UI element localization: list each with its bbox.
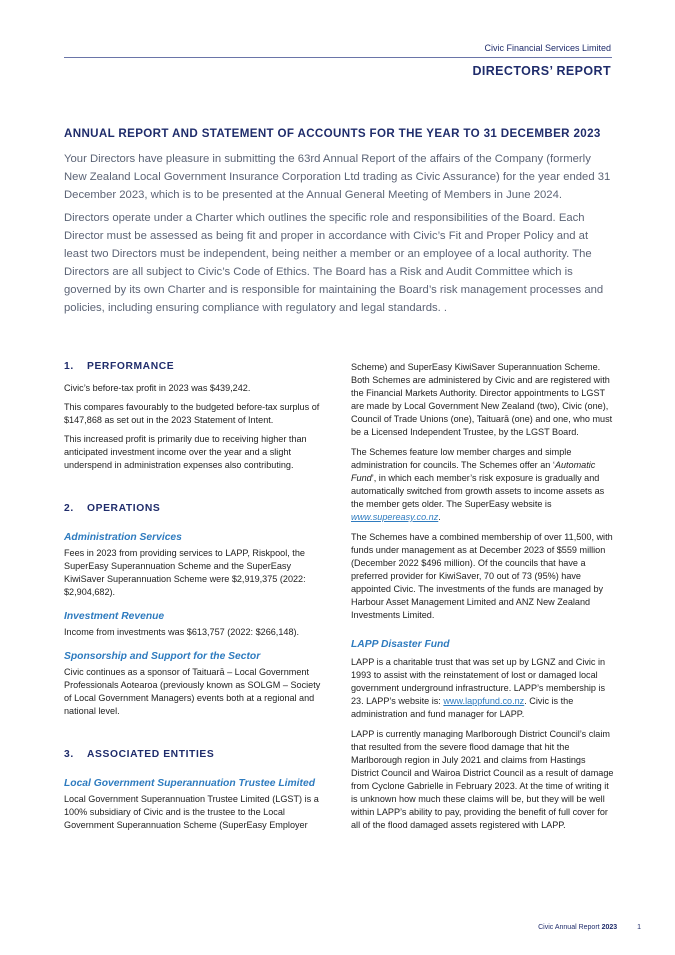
performance-paragraph: Civic’s before-tax profit in 2023 was $439,242. [64, 383, 251, 393]
performance-paragraph: This increased profit is primarily due to receiving higher than anticipated investment income over the year and a slight underspend in administration expenses also contributing. [64, 434, 307, 470]
schemes-paragraph [351, 446, 615, 524]
section-number: 2. [64, 503, 74, 514]
intro-paragraph-1: Your Directors have pleasure in submitting the 63rd Annual Report of the affairs of the Company (formerly New Zealand Local Government Insurance Corporation Ltd trading as Civic Assurance) for the year ended 31 December 2023, which is to be presented at the Annual General Meeting of Members in June 2024. [64, 153, 611, 201]
right-column [351, 361, 615, 832]
automatic-fund-term: Automatic Fund [351, 460, 596, 483]
investment-revenue-text: Income from investments was $613,757 (2022: $266,148). [64, 627, 300, 637]
footer-year: 2023 [601, 924, 618, 931]
section-title: PERFORMANCE [87, 361, 175, 372]
lapp-text: . Civic is the administration and fund manager for LAPP. [351, 696, 574, 719]
lapp-claims-paragraph: LAPP is currently managing Marlborough District Council’s claim that resulted from the severe flood damage that hit the Marlborough region in July 2021 and claims from Hastings District Council and Wairoa District Council as a result of damage from Cyclone Gabrielle in February 2023. At the time of writing it is unknown how much these claims will be, but they will be well within LAPP’s ability to pay, providing the benefit of full cover for all of the flood damaged assets registered with LAPP. [351, 729, 614, 830]
page-number: 1 [637, 924, 641, 931]
section-number: 1. [64, 361, 74, 372]
section-number: 3. [64, 749, 74, 760]
lgst-text: Local Government Superannuation Trustee Limited (LGST) is a 100% subsidiary of Civic and is the trustee to the Local Government Superannuation Scheme (SuperEasy Employer [64, 794, 319, 830]
schemes-text: ’, in which each member’s risk exposure is gradually and automatically switched from growth assets to income assets as the member gets older. The SuperEasy website is [351, 473, 605, 509]
left-column [64, 360, 322, 832]
section-title: ASSOCIATED ENTITIES [87, 749, 215, 760]
section-operations-heading [64, 502, 322, 515]
schemes-text: . [438, 512, 441, 522]
sponsorship-text: Civic continues as a sponsor of Taituarā – Local Government Professionals Aotearoa (previously known as SOLGM – Society of Local Government Managers) events both at a regional and national level. [64, 667, 321, 716]
investment-revenue-subheading: Investment Revenue [64, 611, 165, 622]
header-rule [64, 57, 612, 58]
footer-label: Civic Annual Report [538, 924, 600, 931]
lapp-paragraph [351, 656, 615, 721]
section-associated-entities-heading [64, 748, 322, 761]
lapp-text: LAPP is a charitable trust that was set up by LGNZ and Civic in 1993 to assist with the reinstatement of lost or damaged local government underground infrastructure. LAPP’s membership is 23. LAPP’s website is: [351, 657, 606, 706]
main-heading: ANNUAL REPORT AND STATEMENT OF ACCOUNTS FOR THE YEAR TO 31 DECEMBER 2023 [64, 127, 601, 140]
page-footer [538, 924, 641, 931]
admin-services-text: Fees in 2023 from providing services to LAPP, Riskpool, the SuperEasy Superannuation Scheme and the SuperEasy KiwiSaver Superannuation Scheme were $2,919,375 (2022: $2,904,682). [64, 548, 306, 597]
lgst-subheading: Local Government Superannuation Trustee Limited [64, 778, 315, 789]
lgst-text-continued: Scheme) and SuperEasy KiwiSaver Superannuation Scheme. Both Schemes are administered by Civic and are registered with the Financial Markets Authority. Director appointments to LGST are made by Local Government New Zealand (two), Civic (one), Council of Trade Unions (one), Taituarā (one) and one, who must be a Licensed Independent Trustee, by the LGST Board. [351, 362, 613, 437]
admin-services-subheading: Administration Services [64, 532, 182, 543]
lappfund-website-link[interactable]: www.lappfund.co.nz [443, 696, 525, 706]
intro-paragraph-2: Directors operate under a Charter which outlines the specific role and responsibilities of the Board. Each Director must be assessed as being fit and proper in accordance with Civic’s Fit and Proper Policy and at least two Directors must be independent, being neither a member or an employee of a local authority. The Directors are all subject to Civic’s Code of Ethics. The Board has a Risk and Audit Committee which is governed by its own Charter and is responsible for maintaining the Board’s risk management processes and policies, including ensuring compliance with regulatory and legal standards. . [64, 212, 604, 314]
company-name: Civic Financial Services Limited [484, 43, 611, 53]
membership-paragraph: The Schemes have a combined membership of over 11,500, with funds under management as at December 2023 of $559 million (December 2022 $496 million). Of the councils that have a preferred provider for KiwiSaver, 70 out of 73 (95%) have appointed Civic. The investments of the funds are managed by Harbour Asset Management Limited and ANZ New Zealand Investments Limited. [351, 532, 613, 620]
section-performance-heading [64, 360, 322, 373]
schemes-text: The Schemes feature low member charges and simple administration for councils. The Schemes offer an ‘ [351, 447, 572, 470]
report-title: DIRECTORS’ REPORT [472, 64, 611, 78]
section-title: OPERATIONS [87, 503, 161, 514]
sponsorship-subheading: Sponsorship and Support for the Sector [64, 651, 261, 662]
supereasy-website-link[interactable]: www.supereasy.co.nz [351, 512, 439, 522]
lapp-disaster-fund-subheading: LAPP Disaster Fund [351, 639, 450, 650]
performance-paragraph: This compares favourably to the budgeted before-tax surplus of $147,868 as set out in the 2023 Statement of Intent. [64, 402, 320, 425]
